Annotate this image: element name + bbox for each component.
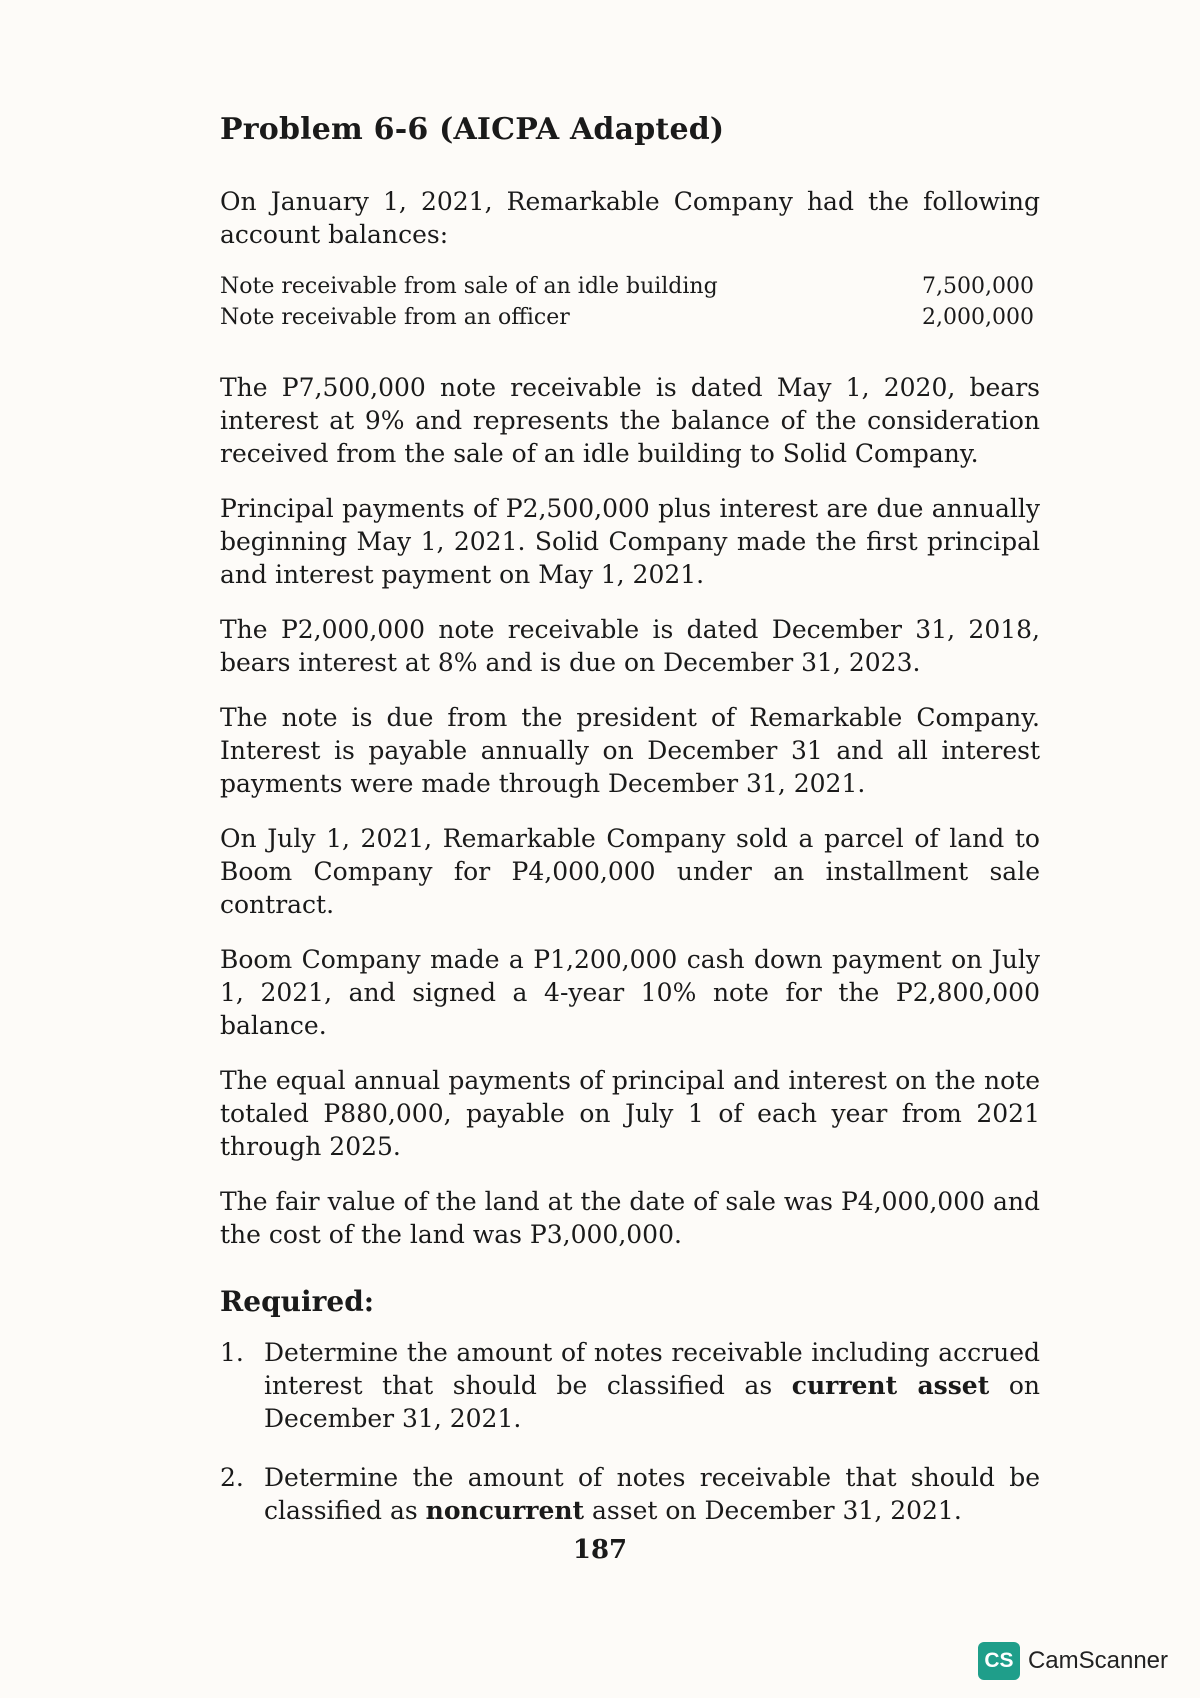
account-balances — [220, 271, 1040, 333]
paragraph: The P7,500,000 note receivable is dated May 1, 2020, bears interest at 9% and represents the balance of the consideration received from the sale of an idle building to Solid Company. — [220, 373, 1040, 468]
required-item-text-start: Determine the amount of notes receivable including accrued interest that should be classified as — [264, 1338, 1040, 1400]
camscanner-name: CamScanner — [1027, 1647, 1168, 1674]
required-list — [220, 1336, 1040, 1527]
required-item — [220, 1461, 1040, 1527]
required-item-emphasis: current asset — [791, 1371, 990, 1400]
camscanner-watermark — [978, 1642, 1168, 1680]
paragraph: The P2,000,000 note receivable is dated December 31, 2018, bears interest at 8% and is due on December 31, 2023. — [220, 615, 1040, 677]
balance-row — [220, 271, 1040, 302]
required-item-text-start: Determine the amount of notes receivable that should be classified as — [264, 1463, 1040, 1525]
required-item-text-end: asset on December 31, 2021. — [584, 1496, 962, 1525]
required-item — [220, 1336, 1040, 1435]
required-item-number: 2. — [220, 1463, 244, 1492]
paragraph: The note is due from the president of Remarkable Company. Interest is payable annually on December 31 and all interest payments were made through December 31, 2021. — [220, 703, 1040, 798]
required-item-text-end: on December 31, 2021. — [264, 1371, 1040, 1433]
required-item-text — [264, 1336, 1040, 1435]
required-item-emphasis: noncurrent — [425, 1496, 585, 1525]
paragraph: Boom Company made a P1,200,000 cash down payment on July 1, 2021, and signed a 4-year 10% note for the P2,800,000 balance. — [220, 945, 1040, 1040]
required-item-text — [264, 1461, 1040, 1527]
required-heading: Required: — [220, 1285, 375, 1318]
balance-label: Note receivable from sale of an idle building — [220, 274, 718, 299]
balance-row — [220, 302, 1040, 333]
paragraph: The fair value of the land at the date of sale was P4,000,000 and the cost of the land was P3,000,000. — [220, 1187, 1040, 1249]
intro-paragraph: On January 1, 2021, Remarkable Company had the following account balances: — [220, 187, 1040, 249]
required-item-number: 1. — [220, 1338, 244, 1367]
balance-value: 7,500,000 — [922, 274, 1034, 299]
balance-label: Note receivable from an officer — [220, 305, 570, 330]
paragraph: On July 1, 2021, Remarkable Company sold a parcel of land to Boom Company for P4,000,000 under an installment sale contract. — [220, 824, 1040, 919]
paragraph: The equal annual payments of principal and interest on the note totaled P880,000, payable on July 1 of each year from 2021 through 2025. — [220, 1066, 1040, 1161]
camscanner-logo-icon: CS — [978, 1642, 1020, 1680]
page-number: 187 — [572, 1535, 628, 1565]
balance-value: 2,000,000 — [922, 305, 1034, 330]
problem-title: Problem 6-6 (AICPA Adapted) — [220, 112, 725, 147]
paragraph: Principal payments of P2,500,000 plus interest are due annually beginning May 1, 2021. Solid Company made the first principal and interest payment on May 1, 2021. — [220, 494, 1040, 589]
document-page — [220, 112, 1040, 1553]
